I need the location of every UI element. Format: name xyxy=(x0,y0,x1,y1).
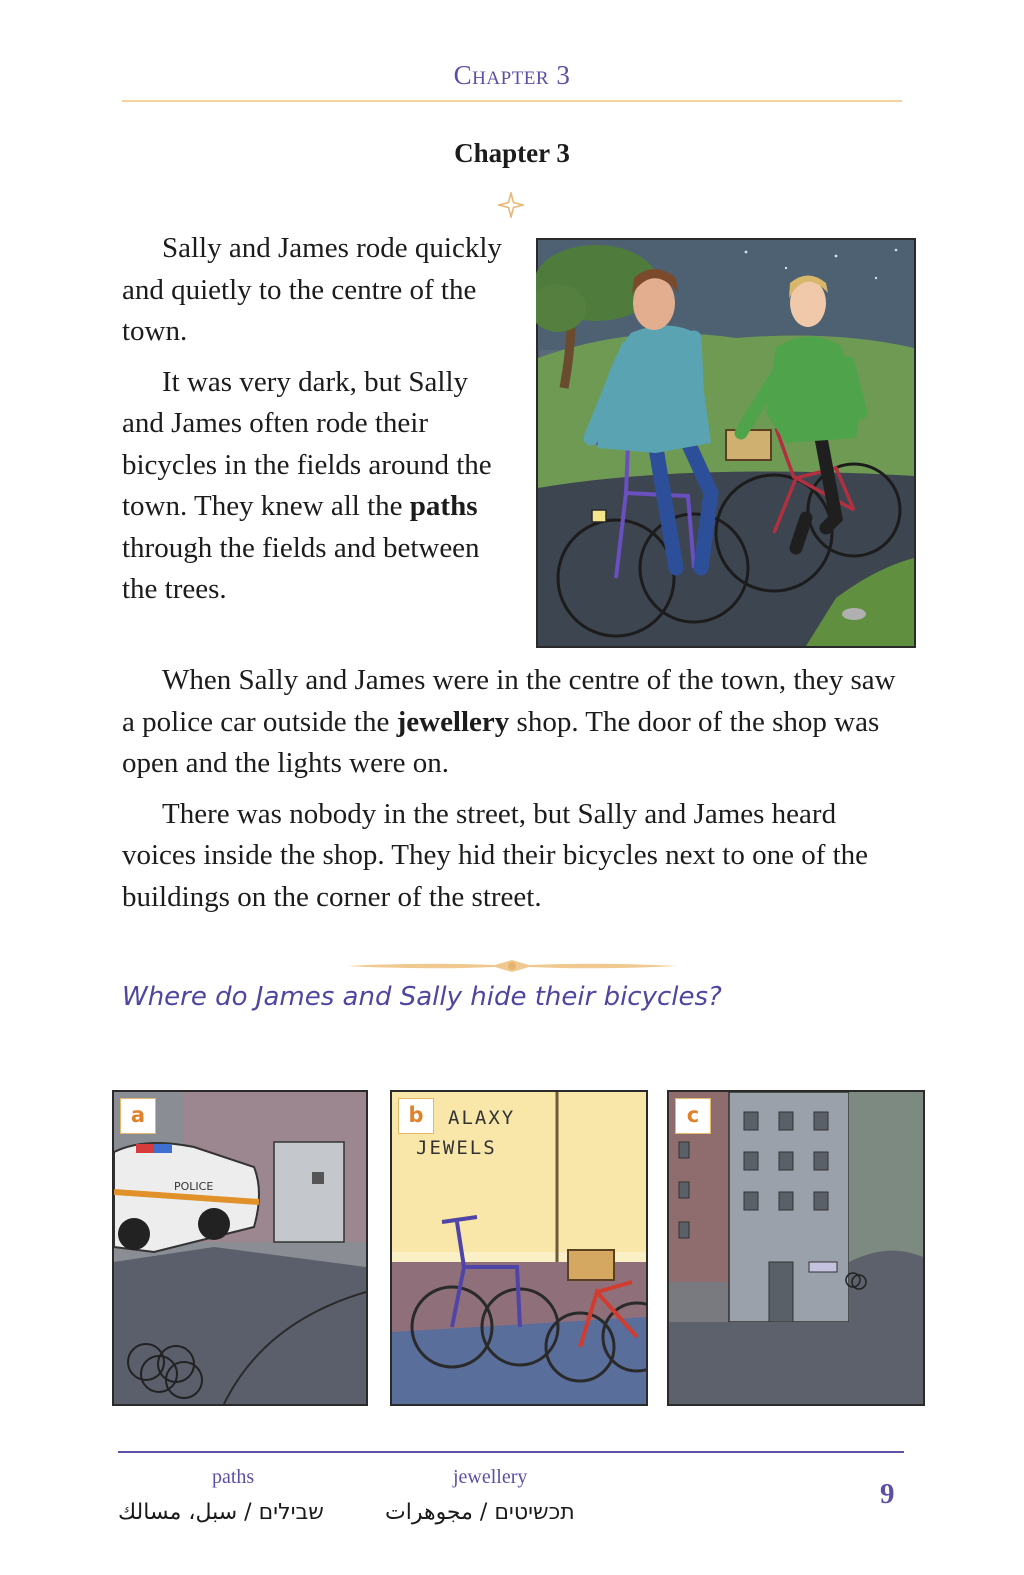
paragraph-text: Sally and James rode quickly and quietly to the centre of the town. xyxy=(122,232,502,347)
option-label-b: b xyxy=(398,1098,434,1134)
paragraph-4 xyxy=(122,794,912,919)
sparkle-ornament-icon xyxy=(498,192,524,218)
option-a-panel[interactable] xyxy=(112,1090,368,1406)
ornamental-divider xyxy=(345,958,679,974)
glossary-term-jewellery: jewellery xyxy=(453,1466,528,1488)
glossary-term-paths: paths xyxy=(212,1466,255,1488)
footer-rule xyxy=(118,1451,904,1453)
chapter-title: Chapter 3 xyxy=(454,138,570,168)
paragraph-text: When Sally and James were in the centre of the town, they saw a police car outside the xyxy=(122,664,896,738)
glossary-word-jewellery: jewellery xyxy=(396,705,510,738)
paragraph-1 xyxy=(122,228,517,353)
option-label-a: a xyxy=(120,1098,156,1134)
question-prompt: Where do James and Sally hide their bicycles? xyxy=(122,982,722,1012)
paragraph-3 xyxy=(122,660,912,785)
text-column-left xyxy=(122,228,517,611)
glossary-translation-jewellery: תכשיטים / مجوهرات xyxy=(385,1500,575,1525)
header-rule xyxy=(122,100,902,102)
shop-sign-line2: JEWELS xyxy=(416,1137,497,1159)
option-label-c: c xyxy=(675,1098,711,1134)
paragraph-text: There was nobody in the street, but Sally and James heard voices inside the shop. They hid their bicycles next to one of the buildings on the corner of the street. xyxy=(122,797,869,913)
text-column-full xyxy=(122,660,912,918)
running-head: Chapter 3 xyxy=(453,60,571,90)
shop-sign-line1: ALAXY xyxy=(448,1107,516,1129)
paragraph-text: through the fields and between the trees. xyxy=(122,531,480,605)
option-b-panel[interactable] xyxy=(390,1090,648,1406)
glossary-translation-paths: שבילים / سبل، مسالك xyxy=(118,1500,324,1525)
paragraph-2 xyxy=(122,362,517,611)
paragraph-text: shop. The door of the shop was open and the lights were on. xyxy=(122,705,880,779)
illustration-bicycle-riders xyxy=(536,238,916,648)
page-number: 9 xyxy=(880,1478,895,1510)
option-c-panel[interactable] xyxy=(667,1090,925,1406)
police-car-label: POLICE xyxy=(174,1180,214,1193)
glossary-word-paths: paths xyxy=(409,490,478,522)
paragraph-text: It was very dark, but Sally and James often rode their bicycles in the fields around the town. They knew all the xyxy=(122,365,492,522)
